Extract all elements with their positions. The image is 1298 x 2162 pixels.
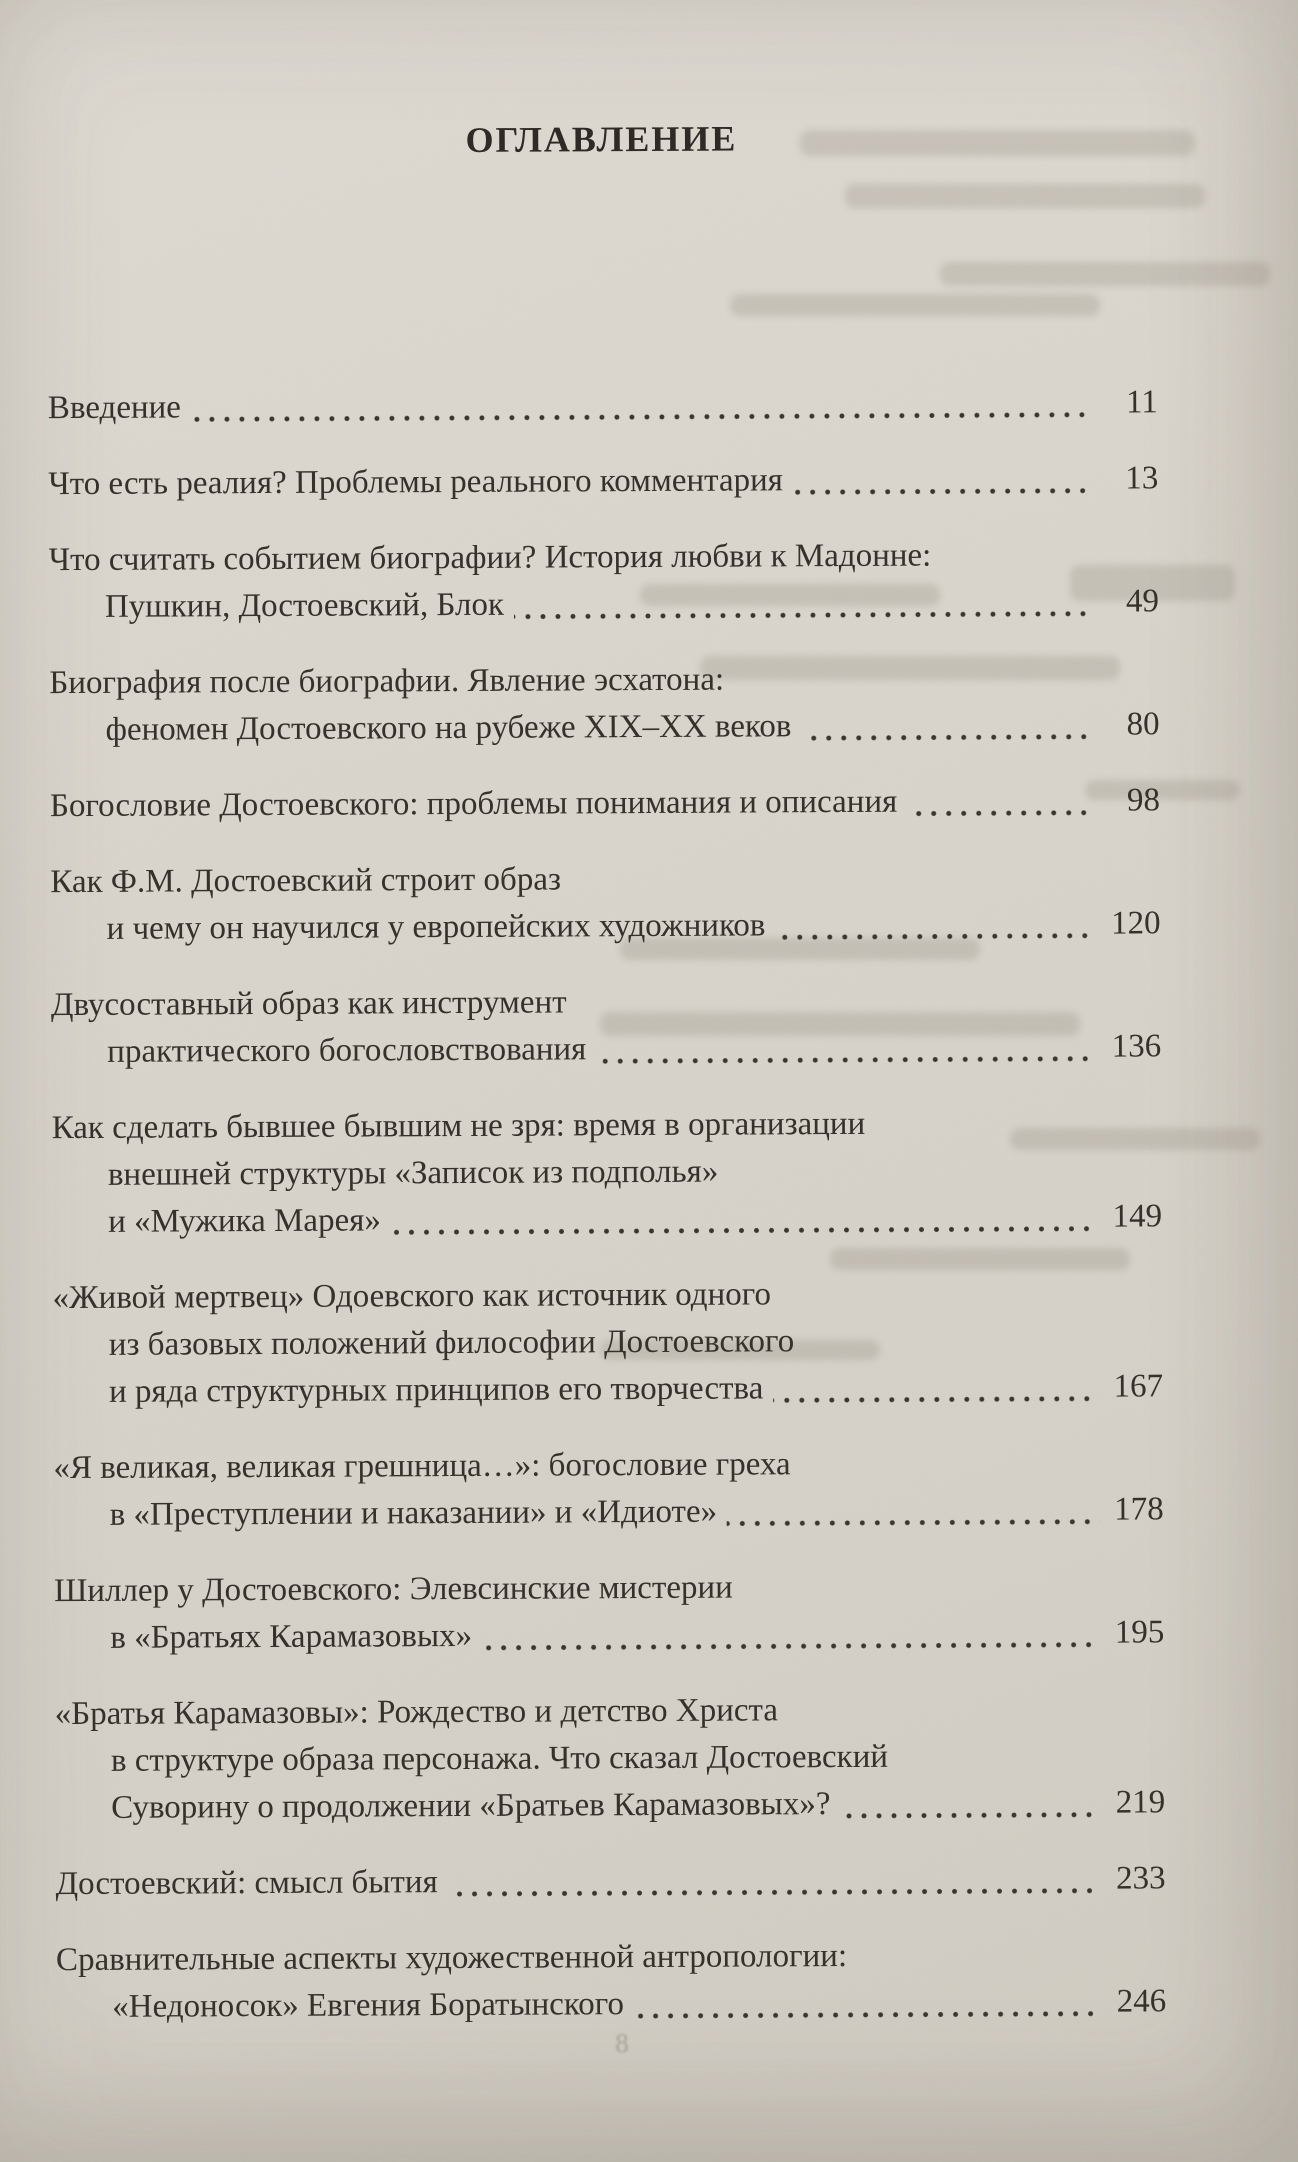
page-number: 233 — [1116, 1860, 1166, 1897]
entry-text: «Недоносок» Евгения Боратынского — [112, 1986, 625, 2025]
entry-text: Введение — [47, 389, 181, 427]
toc-entry-line — [55, 1779, 1165, 1832]
entry-text: и ряда структурных принципов его творчества — [108, 1370, 764, 1410]
page-number: 246 — [1116, 1983, 1167, 2020]
toc-entry-line — [53, 1363, 1163, 1416]
toc-entry — [55, 1855, 1165, 1908]
entry-text: Что есть реалия? Проблемы реального комментария — [48, 462, 784, 503]
entry-text: внешней структуры «Записок из подполья» — [107, 1153, 719, 1193]
toc-entry-line — [54, 1562, 1164, 1615]
page-number: 49 — [1125, 583, 1160, 620]
entry-text: и чему он научился у европейских художников — [106, 907, 766, 947]
dot-leader — [727, 1519, 1100, 1527]
toc-entry-line — [52, 1193, 1162, 1246]
entry-text: Как сделать бывшее бывшим не зря: время в организации — [51, 1105, 866, 1147]
toc-entry-line — [53, 1439, 1163, 1492]
entry-text: в «Преступлении и наказании» и «Идиоте» — [109, 1493, 718, 1533]
dot-leader — [191, 412, 1094, 423]
entry-text: Суворину о продолжении «Братьев Карамазовых»? — [111, 1786, 831, 1826]
entry-text: Богословие Достоевского: проблемы понимания и описания — [49, 783, 898, 825]
toc-entry — [48, 455, 1158, 508]
page-number: 98 — [1126, 782, 1161, 819]
dot-leader — [448, 1888, 1102, 1897]
entry-text: «Братья Карамазовы»: Рождество и детство Христа — [54, 1692, 779, 1733]
page-number: 13 — [1125, 460, 1159, 497]
dot-leader — [801, 734, 1095, 742]
toc-entry — [49, 531, 1159, 631]
toc-entry-line — [48, 379, 1158, 432]
entry-text: в структуре образа персонажа. Что сказал Достоевский — [110, 1738, 889, 1779]
dot-leader — [482, 1642, 1100, 1651]
toc-entry-line — [49, 578, 1159, 631]
page-title: ОГЛАВЛЕНИЕ — [465, 118, 738, 160]
page-number: 195 — [1114, 1614, 1165, 1651]
entry-text: из базовых положений философии Достоевского — [108, 1323, 795, 1363]
toc-entry-line — [56, 1931, 1166, 1984]
toc-entry-line — [54, 1609, 1164, 1662]
toc-entry — [50, 853, 1160, 953]
toc-entry-line — [52, 1099, 1162, 1152]
entry-text: в «Братьях Карамазовых» — [110, 1617, 473, 1656]
dot-leader — [776, 933, 1097, 941]
page-number: 167 — [1113, 1368, 1164, 1405]
page-number: 80 — [1126, 706, 1160, 743]
toc-entry-line — [49, 654, 1159, 707]
entry-text: Пушкин, Достоевский, Блок — [104, 586, 505, 625]
toc-entry — [50, 777, 1160, 830]
dot-leader — [514, 611, 1095, 620]
toc-entry-line — [52, 1269, 1162, 1322]
dot-leader — [634, 2011, 1102, 2019]
toc-entry-line — [51, 1023, 1161, 1076]
dot-leader — [773, 1396, 1099, 1404]
toc-entry-line — [48, 455, 1158, 508]
folio-number: 8 — [615, 2028, 629, 2058]
page-number: 120 — [1111, 905, 1161, 942]
toc-entry-line — [51, 976, 1161, 1029]
toc-entry — [55, 1685, 1166, 1832]
toc-entry-line — [50, 900, 1160, 953]
dot-leader — [907, 810, 1096, 817]
toc-entry-line — [56, 1978, 1166, 2031]
page-number: 178 — [1114, 1491, 1164, 1528]
toc-entry — [52, 1269, 1163, 1416]
toc-list — [48, 379, 1167, 2031]
toc-entry-line — [55, 1855, 1165, 1908]
entry-text: Двусоставный образ как инструмент — [50, 984, 567, 1024]
entry-text: Шиллер у Достоевского: Элевсинские мистерии — [53, 1569, 733, 1610]
toc-entry-line — [50, 777, 1160, 830]
toc-entry-line — [49, 531, 1159, 584]
toc-entry-line — [54, 1486, 1164, 1539]
toc-entry — [49, 654, 1159, 754]
dot-leader — [596, 1056, 1097, 1065]
toc-entry — [51, 976, 1161, 1076]
page-number: 11 — [1125, 384, 1158, 421]
toc-entry — [54, 1562, 1164, 1662]
toc-entry — [53, 1439, 1163, 1539]
dot-leader — [793, 488, 1094, 496]
entry-text: «Живой мертвец» Одоевского как источник одного — [52, 1276, 772, 1317]
page-number: 149 — [1112, 1198, 1163, 1235]
toc-entry-line — [49, 701, 1159, 754]
dot-leader — [391, 1226, 1098, 1236]
entry-text: и «Мужика Марея» — [108, 1202, 381, 1240]
toc-entry-line — [50, 853, 1160, 906]
page-number: 136 — [1111, 1028, 1162, 1065]
toc-entry — [56, 1931, 1166, 2031]
toc-entry — [52, 1099, 1163, 1246]
page-number: 219 — [1115, 1784, 1166, 1821]
toc-entry-line — [55, 1732, 1165, 1785]
toc-entry-line — [55, 1685, 1165, 1738]
entry-text: практического богословствования — [107, 1031, 587, 1070]
entry-text: «Я великая, великая грешница…»: богословие греха — [53, 1446, 791, 1487]
entry-text: Что считать событием биографии? История любви к Мадонне: — [48, 537, 932, 579]
toc-entry-line — [53, 1316, 1163, 1369]
toc-entry-line — [52, 1146, 1162, 1199]
entry-text: Как Ф.М. Достоевский строит образ — [50, 861, 562, 901]
entry-text: Сравнительные аспекты художественной антропологии: — [55, 1937, 848, 1979]
entry-text: феномен Достоевского на рубеже XIX–XX веков — [105, 708, 792, 748]
entry-text: Достоевский: смысл бытия — [55, 1864, 438, 1903]
toc-entry — [48, 379, 1158, 432]
entry-text: Биография после биографии. Явление эсхатона: — [49, 661, 725, 702]
dot-leader — [840, 1812, 1101, 1819]
